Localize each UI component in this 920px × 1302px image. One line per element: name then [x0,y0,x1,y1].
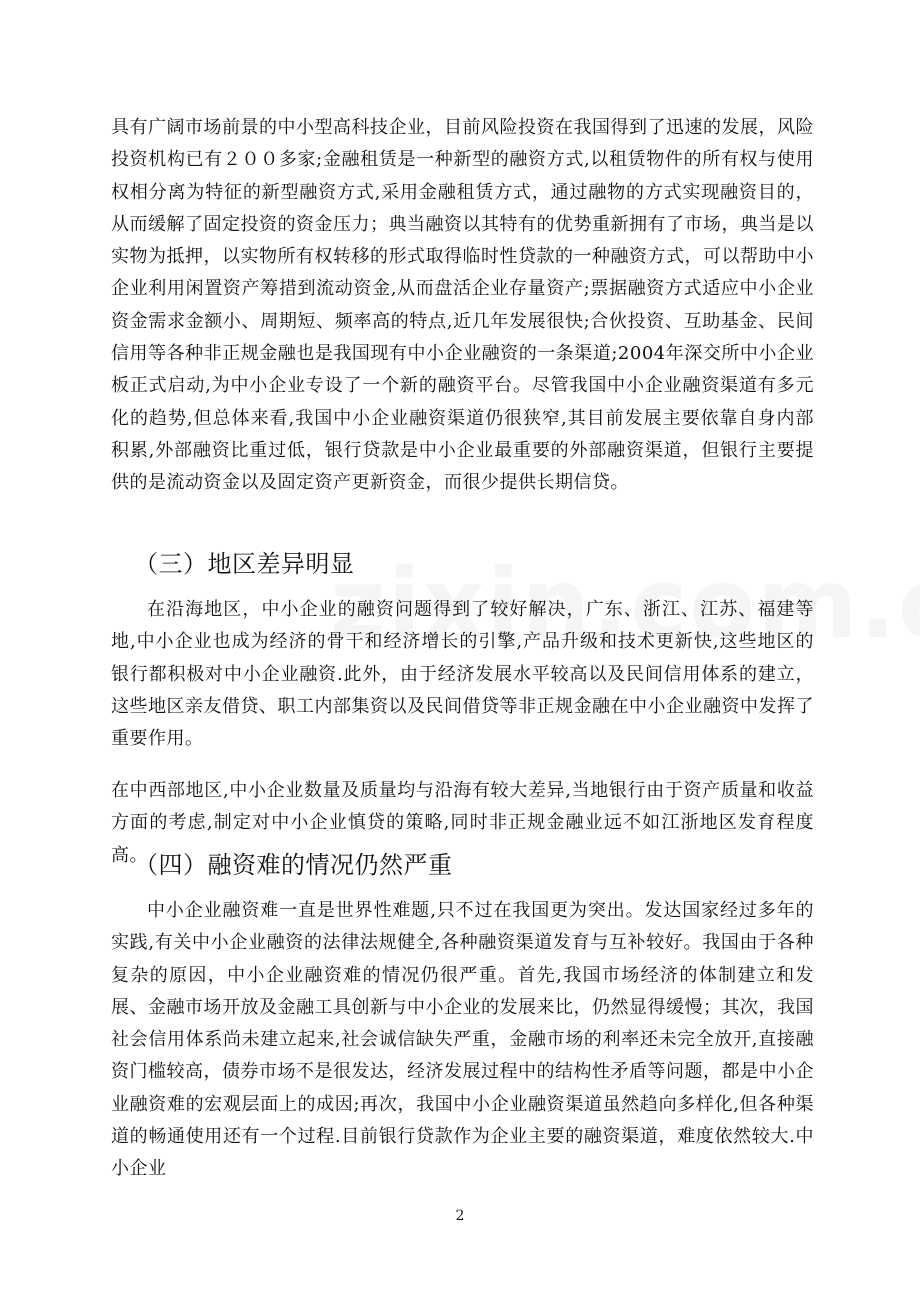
page-number: 2 [455,1208,465,1224]
paragraph-central-western-regions: 在中西部地区,中小企业数量及质量均与沿海有较大差异,当地银行由于资产质量和收益方面的考虑,制定对中小企业慎贷的策略,同时非正规金融业远不如江浙地区发育程度高。 [111,780,814,866]
paragraph-financing-channels: 具有广阔市场前景的中小型高科技企业，目前风险投资在我国得到了迅速的发展，风险投资机构已有２００多家;金融租赁是一种新型的融资方式,以租赁物件的所有权与使用权相分离为特征的新型融资方式,采用金融租赁方式，通过融物的方式实现融资目的，从而缓解了固定投资的资金压力；典当融资以其特有的优势重新拥有了市场，典当是以实物为抵押，以实物所有权转移的形式取得临时性贷款的一种融资方式，可以帮助中小企业利用闲置资产筹措到流动资金,从而盘活企业存量资产;票据融资方式适应中小企业资金需求金额小、周期短、频率高的特点,近几年发展很快;合伙投资、互助基金、民间信用等各种非正规金融也是我国现有中小企业融资的一条渠道;2004年深交所中小企业板正式启动,为中小企业专设了一个新的融资平台。尽管我国中小企业融资渠道有多元化的趋势,但总体来看,我国中小企业融资渠道仍很狭窄,其目前发展主要依靠自身内部积累,外部融资比重过低，银行贷款是中小企业最重要的外部融资渠道，但银行主要提供的是流动资金以及固定资产更新资金，而很少提供长期信贷。 [111,117,814,494]
section-heading-regional-differences: （三）地区差异明显 [134,550,355,578]
paragraph-coastal-regions: 在沿海地区，中小企业的融资问题得到了较好解决，广东、浙江、江苏、福建等地,中小企业也成为经济的骨干和经济增长的引擎,产品升级和技术更新快,这些地区的银行都积极对中小企业融资.此外，由于经济发展水平较高以及民间信用体系的建立，这些地区亲友借贷、职工内部集资以及民间借贷等非正规金融在中小企业融资中发挥了重要作用。 [111,599,814,750]
paragraph-financing-difficulty: 中小企业融资难一直是世界性难题,只不过在我国更为突出。发达国家经过多年的实践,有关中小企业融资的法律法规健全,各种融资渠道发育与互补较好。我国由于各种复杂的原因，中小企业融资难的情况仍很严重。首先,我国市场经济的体制建立和发展、金融市场开放及金融工具创新与中小企业的发展来比，仍然显得缓慢；其次，我国社会信用体系尚未建立起来,社会诚信缺失严重，金融市场的利率还未完全放开,直接融资门槛较高，债券市场不是很发达，经济发展过程中的结构性矛盾等问题，都是中小企业融资难的宏观层面上的成因;再次，我国中小企业融资渠道虽然趋向多样化,但各种渠道的畅通使用还有一个过程.目前银行贷款作为企业主要的融资渠道，难度依然较大.中小企业 [111,900,814,1180]
section-heading-financing-difficulty: （四）融资难的情况仍然严重 [134,851,453,879]
